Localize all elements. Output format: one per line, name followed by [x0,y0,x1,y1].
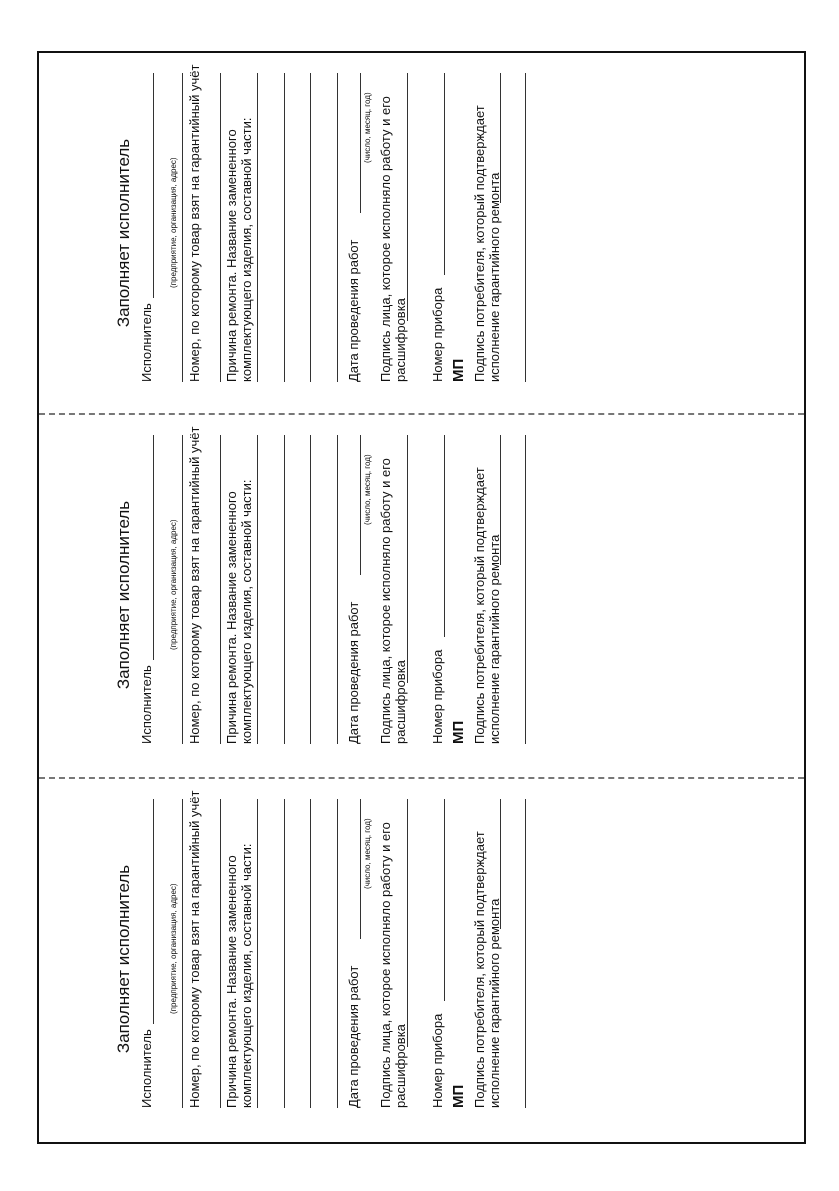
work-date-hint: (число, месяц, год) [363,818,372,889]
consumer-signature-line-2[interactable] [525,799,526,1108]
repair-reason-line-4[interactable] [337,73,338,382]
repair-reason-label: Причина ремонта. Название замененного комплектующего изделия, составной части: [224,843,254,1108]
consumer-signature-line-2[interactable] [525,73,526,382]
device-number-label: Номер прибора [430,287,445,382]
coupon-panel-3 [39,779,804,1139]
consumer-signature-label: Подпись потребителя, который подтверждает исполнение гарантийного ремонта [472,467,502,744]
warranty-number-field[interactable] [220,799,221,1108]
repair-reason-line-4[interactable] [337,435,338,744]
repair-reason-label: Причина ремонта. Название замененного комплектующего изделия, составной части: [224,117,254,382]
performer-field[interactable] [153,73,154,298]
device-number-label: Номер прибора [430,1013,445,1108]
repair-reason-line-1[interactable] [257,435,258,744]
consumer-signature-field[interactable] [500,435,501,565]
warranty-number-field[interactable] [220,73,221,382]
repair-reason-line-4[interactable] [337,799,338,1108]
device-number-field[interactable] [444,799,445,1001]
consumer-signature-field[interactable] [500,799,501,929]
consumer-signature-field[interactable] [500,73,501,203]
performer-hint: (предприятие, организация, адрес) [169,883,178,1014]
performer-line-2[interactable] [182,73,183,382]
work-date-hint: (число, месяц, год) [363,92,372,163]
device-number-field[interactable] [444,73,445,275]
performer-label: Исполнитель [139,303,154,382]
signature-field[interactable] [407,799,408,1047]
performer-field[interactable] [153,435,154,660]
repair-reason-line-1[interactable] [257,73,258,382]
signature-label: Подпись лица, которое исполняло работу и его расшифровка [378,96,408,382]
signature-field[interactable] [407,73,408,321]
coupon-panel-2 [39,415,804,775]
coupon-title: Заполняет исполнитель [114,138,133,328]
stamp-label: МП [450,1084,467,1108]
repair-reason-line-2[interactable] [284,73,285,382]
coupon-title: Заполняет исполнитель [114,864,133,1054]
performer-label: Исполнитель [139,665,154,744]
warranty-number-label: Номер, по которому товар взят на гарантийный учёт [187,64,202,382]
repair-reason-line-3[interactable] [310,73,311,382]
consumer-signature-label: Подпись потребителя, который подтверждает исполнение гарантийного ремонта [472,831,502,1108]
consumer-signature-line-2[interactable] [525,435,526,744]
repair-reason-line-3[interactable] [310,435,311,744]
consumer-signature-label: Подпись потребителя, который подтверждает исполнение гарантийного ремонта [472,105,502,382]
work-date-field[interactable] [360,799,361,939]
coupon-title: Заполняет исполнитель [114,500,133,690]
work-date-field[interactable] [360,73,361,213]
signature-label: Подпись лица, которое исполняло работу и его расшифровка [378,822,408,1108]
device-number-field[interactable] [444,435,445,637]
device-number-label: Номер прибора [430,649,445,744]
repair-reason-line-2[interactable] [284,799,285,1108]
work-date-label: Дата проведения работ [346,601,361,744]
repair-reason-line-2[interactable] [284,435,285,744]
repair-reason-line-3[interactable] [310,799,311,1108]
work-date-label: Дата проведения работ [346,965,361,1108]
performer-label: Исполнитель [139,1029,154,1108]
signature-label: Подпись лица, которое исполняло работу и его расшифровка [378,458,408,744]
stamp-label: МП [450,358,467,382]
warranty-number-field[interactable] [220,435,221,744]
repair-reason-label: Причина ремонта. Название замененного комплектующего изделия, составной части: [224,479,254,744]
performer-hint: (предприятие, организация, адрес) [169,157,178,288]
performer-field[interactable] [153,799,154,1024]
performer-line-2[interactable] [182,435,183,744]
repair-reason-line-1[interactable] [257,799,258,1108]
work-date-hint: (число, месяц, год) [363,454,372,525]
performer-hint: (предприятие, организация, адрес) [169,519,178,650]
coupon-panel-1 [39,53,804,413]
work-date-field[interactable] [360,435,361,575]
stamp-label: МП [450,720,467,744]
performer-line-2[interactable] [182,799,183,1108]
work-date-label: Дата проведения работ [346,239,361,382]
warranty-number-label: Номер, по которому товар взят на гарантийный учёт [187,790,202,1108]
signature-field[interactable] [407,435,408,683]
warranty-number-label: Номер, по которому товар взят на гарантийный учёт [187,426,202,744]
